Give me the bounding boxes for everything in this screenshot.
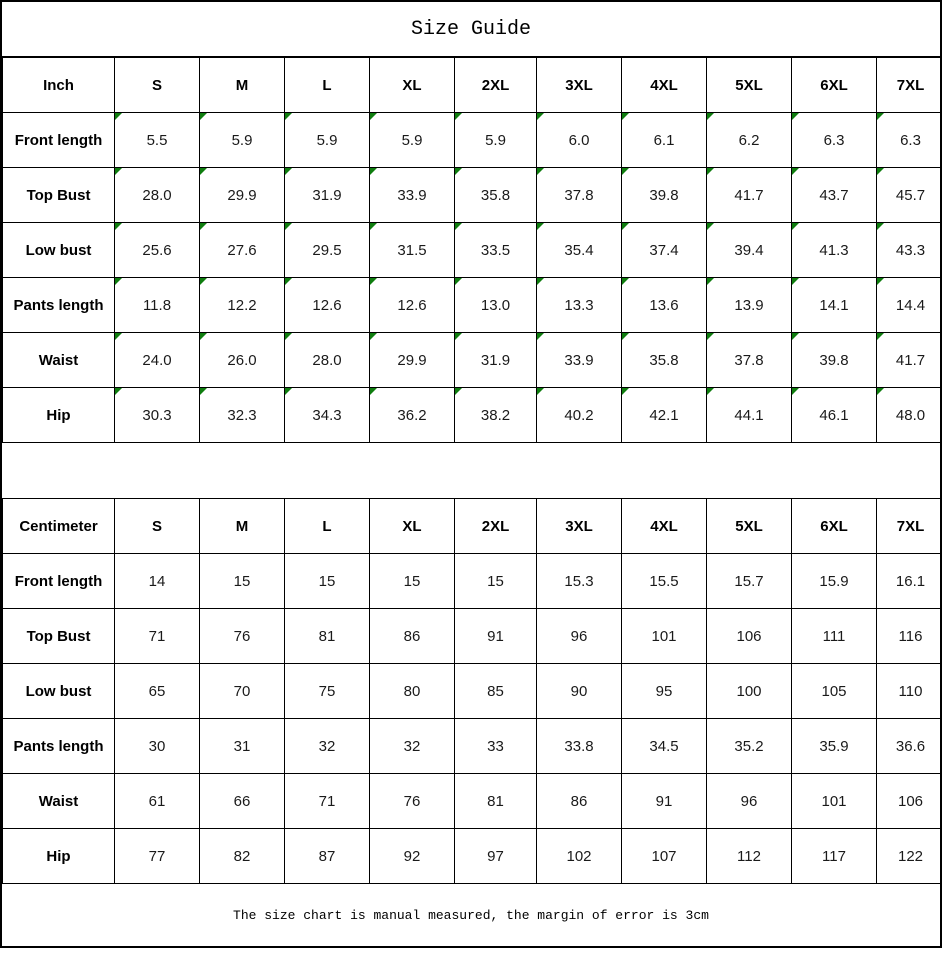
green-corner-marker-icon xyxy=(370,168,377,175)
measurement-value-cell: 41.3 xyxy=(792,223,877,278)
measurement-value-cell: 43.3 xyxy=(877,223,942,278)
green-corner-marker-icon xyxy=(285,388,292,395)
measurement-row xyxy=(3,554,942,609)
green-corner-marker-icon xyxy=(792,388,799,395)
measurement-value-cell: 31.9 xyxy=(455,333,537,388)
measurement-value-cell: 101 xyxy=(792,774,877,829)
green-corner-marker-icon xyxy=(537,278,544,285)
size-column-header: L xyxy=(285,499,370,554)
size-column-header: 4XL xyxy=(622,58,707,113)
size-column-header: S xyxy=(115,499,200,554)
measurement-value-cell: 45.7 xyxy=(877,168,942,223)
measurement-value-cell: 5.9 xyxy=(285,113,370,168)
measurement-value-cell: 97 xyxy=(455,829,537,884)
size-column-header: 3XL xyxy=(537,58,622,113)
measurement-value-cell: 14 xyxy=(115,554,200,609)
measurement-row-label: Front length xyxy=(3,554,115,609)
size-column-header: XL xyxy=(370,58,455,113)
measurement-value-cell: 26.0 xyxy=(200,333,285,388)
green-corner-marker-icon xyxy=(200,223,207,230)
green-corner-marker-icon xyxy=(115,278,122,285)
measurement-value-cell: 15 xyxy=(200,554,285,609)
measurement-row-label: Low bust xyxy=(3,664,115,719)
measurement-value-cell: 39.8 xyxy=(622,168,707,223)
measurement-value-cell: 28.0 xyxy=(115,168,200,223)
green-corner-marker-icon xyxy=(877,388,884,395)
footer-note: The size chart is manual measured, the margin of error is 3cm xyxy=(233,907,709,923)
measurement-value-cell: 95 xyxy=(622,664,707,719)
green-corner-marker-icon xyxy=(537,333,544,340)
green-corner-marker-icon xyxy=(370,333,377,340)
size-column-header: 7XL xyxy=(877,499,942,554)
measurement-value-cell: 36.6 xyxy=(877,719,942,774)
measurement-value-cell: 15.7 xyxy=(707,554,792,609)
measurement-value-cell: 14.1 xyxy=(792,278,877,333)
measurement-value-cell: 112 xyxy=(707,829,792,884)
measurement-value-cell: 100 xyxy=(707,664,792,719)
green-corner-marker-icon xyxy=(707,388,714,395)
measurement-value-cell: 96 xyxy=(537,609,622,664)
measurement-value-cell: 14.4 xyxy=(877,278,942,333)
measurement-value-cell: 35.2 xyxy=(707,719,792,774)
measurement-value-cell: 66 xyxy=(200,774,285,829)
measurement-value-cell: 12.6 xyxy=(285,278,370,333)
measurement-value-cell: 41.7 xyxy=(707,168,792,223)
measurement-value-cell: 41.7 xyxy=(877,333,942,388)
measurement-value-cell: 38.2 xyxy=(455,388,537,443)
measurement-row xyxy=(3,388,942,443)
measurement-value-cell: 86 xyxy=(370,609,455,664)
measurement-value-cell: 27.6 xyxy=(200,223,285,278)
measurement-value-cell: 70 xyxy=(200,664,285,719)
measurement-value-cell: 44.1 xyxy=(707,388,792,443)
green-corner-marker-icon xyxy=(115,333,122,340)
measurement-value-cell: 91 xyxy=(622,774,707,829)
measurement-value-cell: 6.2 xyxy=(707,113,792,168)
green-corner-marker-icon xyxy=(455,223,462,230)
measurement-value-cell: 6.3 xyxy=(792,113,877,168)
header-row xyxy=(3,58,942,113)
measurement-value-cell: 6.1 xyxy=(622,113,707,168)
green-corner-marker-icon xyxy=(877,333,884,340)
measurement-row-label: Waist xyxy=(3,333,115,388)
size-column-header: L xyxy=(285,58,370,113)
header-row xyxy=(3,499,942,554)
measurement-value-cell: 96 xyxy=(707,774,792,829)
measurement-value-cell: 106 xyxy=(877,774,942,829)
measurement-row xyxy=(3,113,942,168)
green-corner-marker-icon xyxy=(877,223,884,230)
measurement-value-cell: 32.3 xyxy=(200,388,285,443)
green-corner-marker-icon xyxy=(370,223,377,230)
green-corner-marker-icon xyxy=(200,113,207,120)
green-corner-marker-icon xyxy=(115,168,122,175)
measurement-value-cell: 15.3 xyxy=(537,554,622,609)
measurement-row-label: Pants length xyxy=(3,719,115,774)
measurement-value-cell: 37.8 xyxy=(707,333,792,388)
green-corner-marker-icon xyxy=(877,278,884,285)
measurement-value-cell: 92 xyxy=(370,829,455,884)
green-corner-marker-icon xyxy=(200,388,207,395)
measurement-value-cell: 5.9 xyxy=(455,113,537,168)
green-corner-marker-icon xyxy=(115,113,122,120)
measurement-row-label: Top Bust xyxy=(3,609,115,664)
measurement-row xyxy=(3,278,942,333)
measurement-value-cell: 85 xyxy=(455,664,537,719)
measurement-value-cell: 71 xyxy=(115,609,200,664)
measurement-value-cell: 46.1 xyxy=(792,388,877,443)
measurement-value-cell: 117 xyxy=(792,829,877,884)
measurement-row xyxy=(3,664,942,719)
measurement-value-cell: 13.9 xyxy=(707,278,792,333)
measurement-value-cell: 90 xyxy=(537,664,622,719)
green-corner-marker-icon xyxy=(200,278,207,285)
measurement-value-cell: 30.3 xyxy=(115,388,200,443)
measurement-value-cell: 76 xyxy=(370,774,455,829)
green-corner-marker-icon xyxy=(115,388,122,395)
measurement-value-cell: 15.9 xyxy=(792,554,877,609)
green-corner-marker-icon xyxy=(622,113,629,120)
measurement-row xyxy=(3,774,942,829)
green-corner-marker-icon xyxy=(537,223,544,230)
measurement-value-cell: 5.9 xyxy=(200,113,285,168)
measurement-value-cell: 42.1 xyxy=(622,388,707,443)
measurement-value-cell: 29.5 xyxy=(285,223,370,278)
measurement-value-cell: 32 xyxy=(370,719,455,774)
size-column-header: 5XL xyxy=(707,58,792,113)
green-corner-marker-icon xyxy=(537,113,544,120)
measurement-value-cell: 91 xyxy=(455,609,537,664)
table-gap-spacer xyxy=(2,443,940,498)
measurement-value-cell: 43.7 xyxy=(792,168,877,223)
measurement-value-cell: 33.8 xyxy=(537,719,622,774)
green-corner-marker-icon xyxy=(285,113,292,120)
measurement-value-cell: 122 xyxy=(877,829,942,884)
green-corner-marker-icon xyxy=(707,278,714,285)
green-corner-marker-icon xyxy=(622,223,629,230)
green-corner-marker-icon xyxy=(877,113,884,120)
measurement-value-cell: 71 xyxy=(285,774,370,829)
green-corner-marker-icon xyxy=(792,168,799,175)
size-column-header: 6XL xyxy=(792,499,877,554)
measurement-value-cell: 111 xyxy=(792,609,877,664)
measurement-value-cell: 36.2 xyxy=(370,388,455,443)
measurement-value-cell: 16.1 xyxy=(877,554,942,609)
green-corner-marker-icon xyxy=(370,113,377,120)
measurement-row xyxy=(3,829,942,884)
measurement-value-cell: 13.6 xyxy=(622,278,707,333)
centimeter-size-table xyxy=(2,498,942,884)
measurement-value-cell: 35.8 xyxy=(455,168,537,223)
measurement-value-cell: 37.8 xyxy=(537,168,622,223)
green-corner-marker-icon xyxy=(455,388,462,395)
measurement-value-cell: 25.6 xyxy=(115,223,200,278)
green-corner-marker-icon xyxy=(792,113,799,120)
measurement-row xyxy=(3,333,942,388)
green-corner-marker-icon xyxy=(792,223,799,230)
measurement-value-cell: 75 xyxy=(285,664,370,719)
measurement-row-label: Hip xyxy=(3,829,115,884)
measurement-row-label: Top Bust xyxy=(3,168,115,223)
measurement-value-cell: 116 xyxy=(877,609,942,664)
size-column-header: 2XL xyxy=(455,499,537,554)
measurement-value-cell: 39.8 xyxy=(792,333,877,388)
green-corner-marker-icon xyxy=(707,113,714,120)
measurement-value-cell: 61 xyxy=(115,774,200,829)
measurement-value-cell: 15.5 xyxy=(622,554,707,609)
green-corner-marker-icon xyxy=(115,223,122,230)
measurement-value-cell: 12.2 xyxy=(200,278,285,333)
green-corner-marker-icon xyxy=(370,388,377,395)
measurement-value-cell: 33.9 xyxy=(370,168,455,223)
size-column-header: 6XL xyxy=(792,58,877,113)
measurement-value-cell: 12.6 xyxy=(370,278,455,333)
measurement-value-cell: 87 xyxy=(285,829,370,884)
size-column-header: 3XL xyxy=(537,499,622,554)
measurement-row xyxy=(3,168,942,223)
green-corner-marker-icon xyxy=(707,333,714,340)
measurement-value-cell: 48.0 xyxy=(877,388,942,443)
green-corner-marker-icon xyxy=(455,113,462,120)
measurement-value-cell: 34.3 xyxy=(285,388,370,443)
green-corner-marker-icon xyxy=(285,278,292,285)
inch-size-table xyxy=(2,57,942,443)
measurement-value-cell: 105 xyxy=(792,664,877,719)
size-column-header: 2XL xyxy=(455,58,537,113)
size-column-header: M xyxy=(200,58,285,113)
measurement-value-cell: 15 xyxy=(370,554,455,609)
green-corner-marker-icon xyxy=(622,333,629,340)
measurement-value-cell: 5.5 xyxy=(115,113,200,168)
green-corner-marker-icon xyxy=(200,333,207,340)
measurement-value-cell: 106 xyxy=(707,609,792,664)
green-corner-marker-icon xyxy=(455,278,462,285)
measurement-value-cell: 35.4 xyxy=(537,223,622,278)
green-corner-marker-icon xyxy=(792,278,799,285)
measurement-value-cell: 13.3 xyxy=(537,278,622,333)
green-corner-marker-icon xyxy=(537,388,544,395)
measurement-value-cell: 24.0 xyxy=(115,333,200,388)
measurement-value-cell: 33.9 xyxy=(537,333,622,388)
measurement-value-cell: 29.9 xyxy=(370,333,455,388)
measurement-row-label: Front length xyxy=(3,113,115,168)
measurement-row xyxy=(3,719,942,774)
measurement-value-cell: 31.9 xyxy=(285,168,370,223)
measurement-value-cell: 65 xyxy=(115,664,200,719)
green-corner-marker-icon xyxy=(622,388,629,395)
measurement-value-cell: 77 xyxy=(115,829,200,884)
measurement-value-cell: 13.0 xyxy=(455,278,537,333)
measurement-row xyxy=(3,223,942,278)
measurement-value-cell: 11.8 xyxy=(115,278,200,333)
green-corner-marker-icon xyxy=(622,168,629,175)
measurement-value-cell: 31.5 xyxy=(370,223,455,278)
measurement-value-cell: 40.2 xyxy=(537,388,622,443)
measurement-value-cell: 37.4 xyxy=(622,223,707,278)
size-column-header: XL xyxy=(370,499,455,554)
measurement-value-cell: 80 xyxy=(370,664,455,719)
size-column-header: M xyxy=(200,499,285,554)
measurement-value-cell: 101 xyxy=(622,609,707,664)
green-corner-marker-icon xyxy=(285,168,292,175)
green-corner-marker-icon xyxy=(285,223,292,230)
green-corner-marker-icon xyxy=(792,333,799,340)
measurement-value-cell: 39.4 xyxy=(707,223,792,278)
measurement-row-label: Pants length xyxy=(3,278,115,333)
green-corner-marker-icon xyxy=(707,168,714,175)
measurement-value-cell: 31 xyxy=(200,719,285,774)
measurement-value-cell: 35.8 xyxy=(622,333,707,388)
measurement-value-cell: 33 xyxy=(455,719,537,774)
page-title: Size Guide xyxy=(2,2,940,57)
measurement-value-cell: 76 xyxy=(200,609,285,664)
measurement-value-cell: 107 xyxy=(622,829,707,884)
measurement-row-label: Low bust xyxy=(3,223,115,278)
size-column-header: S xyxy=(115,58,200,113)
measurement-value-cell: 34.5 xyxy=(622,719,707,774)
green-corner-marker-icon xyxy=(622,278,629,285)
measurement-value-cell: 5.9 xyxy=(370,113,455,168)
green-corner-marker-icon xyxy=(877,168,884,175)
measurement-value-cell: 82 xyxy=(200,829,285,884)
measurement-value-cell: 86 xyxy=(537,774,622,829)
green-corner-marker-icon xyxy=(537,168,544,175)
measurement-value-cell: 110 xyxy=(877,664,942,719)
measurement-value-cell: 28.0 xyxy=(285,333,370,388)
green-corner-marker-icon xyxy=(285,333,292,340)
measurement-value-cell: 102 xyxy=(537,829,622,884)
measurement-value-cell: 32 xyxy=(285,719,370,774)
measurement-value-cell: 6.0 xyxy=(537,113,622,168)
unit-header-cell: Inch xyxy=(3,58,115,113)
size-column-header: 4XL xyxy=(622,499,707,554)
green-corner-marker-icon xyxy=(455,333,462,340)
measurement-value-cell: 15 xyxy=(455,554,537,609)
green-corner-marker-icon xyxy=(455,168,462,175)
measurement-value-cell: 6.3 xyxy=(877,113,942,168)
measurement-row-label: Hip xyxy=(3,388,115,443)
measurement-value-cell: 81 xyxy=(285,609,370,664)
unit-header-cell: Centimeter xyxy=(3,499,115,554)
size-column-header: 5XL xyxy=(707,499,792,554)
measurement-value-cell: 30 xyxy=(115,719,200,774)
green-corner-marker-icon xyxy=(707,223,714,230)
measurement-value-cell: 35.9 xyxy=(792,719,877,774)
green-corner-marker-icon xyxy=(370,278,377,285)
size-column-header: 7XL xyxy=(877,58,942,113)
measurement-row xyxy=(3,609,942,664)
measurement-row-label: Waist xyxy=(3,774,115,829)
measurement-value-cell: 15 xyxy=(285,554,370,609)
measurement-value-cell: 33.5 xyxy=(455,223,537,278)
measurement-value-cell: 29.9 xyxy=(200,168,285,223)
measurement-value-cell: 81 xyxy=(455,774,537,829)
green-corner-marker-icon xyxy=(200,168,207,175)
